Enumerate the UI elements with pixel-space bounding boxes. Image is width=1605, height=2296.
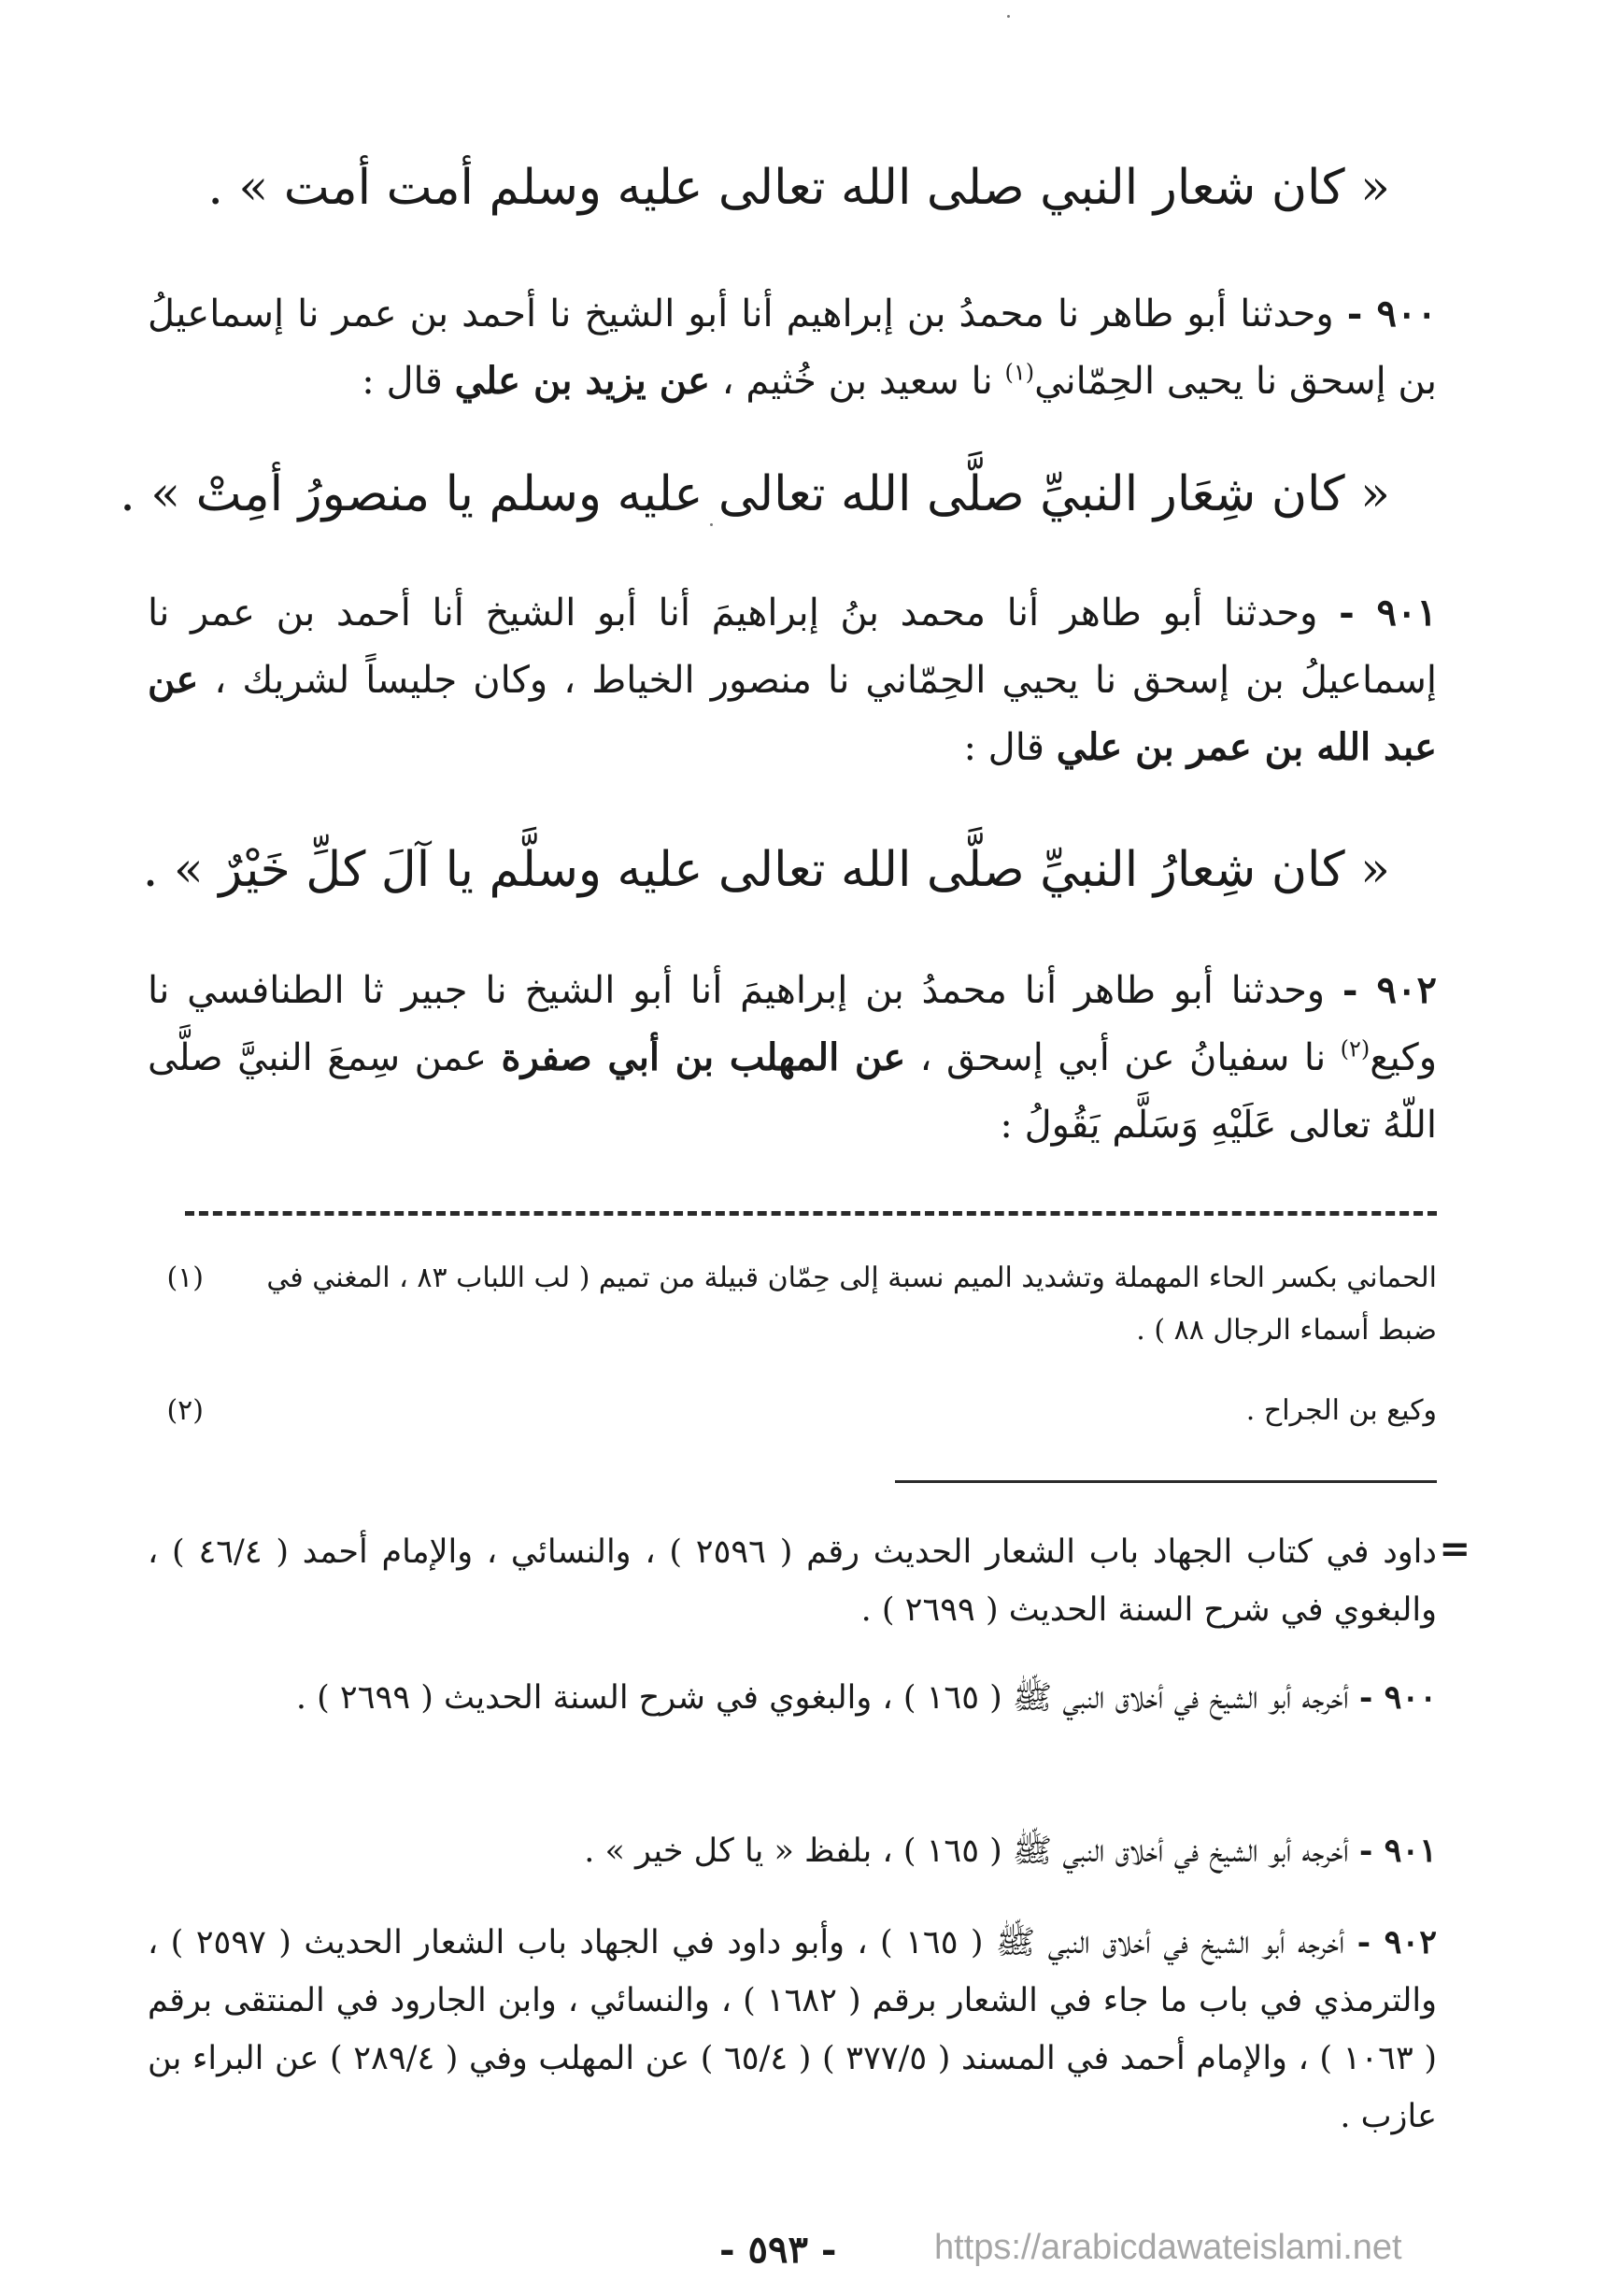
note-number: ٩٠٢ - <box>1356 1923 1438 1961</box>
hadith-number: ٩٠٢ - <box>1342 968 1437 1012</box>
hadith-quote-899: « كان شعار النبي صلى الله تعالى عليه وسلم أمت أمت » . <box>207 160 1390 216</box>
footnote-separator <box>185 1211 1437 1216</box>
note-901 <box>148 1822 1437 1880</box>
hadith-quote-901: « كان شِعارُ النبيِّ صلَّى الله تعالى عليه وسلَّم يا آلَ كلِّ خَيْرٌ » . <box>142 842 1390 898</box>
narrator-name: عن عبد الله بن عمر بن علي <box>148 658 1437 769</box>
footnote-number: (٢) <box>166 1394 204 1427</box>
note-number: ٩٠١ - <box>1358 1832 1437 1870</box>
narrator-name: عن المهلب بن أبي صفرة <box>501 1035 906 1079</box>
note-900 <box>148 1669 1437 1727</box>
isnad-text: وحدثنا أبو طاهر نا محمدُ بن إبراهيم أنا أبو الشيخ نا أحمد بن عمر نا إسماعيلُ بن إسحق نا يحيى الحِمّاني <box>148 292 1437 403</box>
page-number: - ٥٩٣ - <box>719 2228 837 2272</box>
footnote-2 <box>148 1385 1437 1437</box>
notes-separator <box>895 1480 1437 1483</box>
hadith-number: ٩٠٠ - <box>1346 292 1437 335</box>
footnote-ref-1[interactable]: (١) <box>1004 359 1035 386</box>
isnad-text: نا سعيد بن خُثيم ، <box>710 360 1005 403</box>
hadith-900 <box>148 280 1437 415</box>
narrator-name: عن يزيد بن علي <box>454 359 711 403</box>
note-continuation: داود في كتاب الجهاد باب الشعار الحديث رقم ( ٢٥٩٦ ) ، والنسائي ، والإمام أحمد ( ٤٦/٤ ) ، والبغوي في شرح السنة الحديث ( ٢٦٩٩ ) . <box>148 1533 1437 1629</box>
hadith-902 <box>148 957 1437 1159</box>
note-902 <box>148 1914 1437 2146</box>
footnote-ref-2[interactable]: (٢) <box>1340 1035 1371 1062</box>
footnote-number: (١) <box>166 1262 204 1294</box>
isnad-text: قال : <box>362 360 455 403</box>
note-text: أخرجه أبو الشيخ في أخلاق النبي ﷺ ( ١٦٥ ) ، بلفظ « يا كل خير » . <box>584 1833 1359 1870</box>
isnad-text: قال : <box>963 726 1057 769</box>
hadith-quote-900: « كان شِعَار النبيِّ صلَّى الله تعالى عليه وسلم يا منصورُ أمِتْ » . <box>120 466 1390 522</box>
footnote-text: الحماني بكسر الحاء المهملة وتشديد الميم نسبة إلى حِمّان قبيلة من تميم ( لب اللباب ٨٣ ، المغني في ضبط أسماء الرجال ٨٨ ) . <box>266 1262 1437 1347</box>
footnote-1 <box>148 1252 1437 1357</box>
scan-speck <box>1007 15 1010 18</box>
continuation-mark: = <box>1439 1527 1470 1571</box>
footnote-text: وكيع بن الجراح . <box>1245 1394 1437 1427</box>
isnad-text: نا سفيانُ عن أبي إسحق ، <box>905 1036 1341 1079</box>
isnad-text: وحدثنا أبو طاهر أنا محمد بنُ إبراهيمَ أنا أبو الشيخ أنا أحمد بن عمر نا إسماعيلُ بن إسحق نا يحيي الحِمّاني نا منصور الخياط ، وكان جليساً لشريك ، <box>148 592 1437 702</box>
note-text: أخرجه أبو الشيخ في أخلاق النبي ﷺ ( ١٦٥ ) ، وأبو داود في الجهاد باب الشعار الحديث ( ٢٥٩٧ ) ، والترمذي في باب ما جاء في الشعار برقم ( ١٦٨٢ ) ، والنسائي ، وابن الجارود في المنتقى برقم ( ١٠٦٣ ) ، والإمام أحمد في المسند ( ٣٧٧/٥ ) ( ٦٥/٤ ) عن المهلب وفي ( ٢٨٩/٤ ) عن البراء بن عازب . <box>148 1924 1437 2135</box>
isnad-text: وحدثنا أبو طاهر أنا محمدُ بن إبراهيمَ أنا أبو الشيخ نا جبير ثا الطنافسي نا وكيع <box>148 969 1438 1079</box>
hadith-number: ٩٠١ - <box>1339 591 1437 635</box>
note-text: أخرجه أبو الشيخ في أخلاق النبي ﷺ ( ١٦٥ ) ، والبغوي في شرح السنة الحديث ( ٢٦٩٩ ) . <box>295 1679 1359 1717</box>
isnad-text: عمن سِمعَ النبيَّ صلَّى اللّهُ تعالى عَلَيْهِ وَسَلَّم يَقُولُ : <box>148 1036 1437 1147</box>
hadith-901 <box>148 579 1437 781</box>
watermark-url: https://arabicdawateislami.net <box>934 2228 1402 2267</box>
note-number: ٩٠٠ - <box>1358 1678 1437 1717</box>
